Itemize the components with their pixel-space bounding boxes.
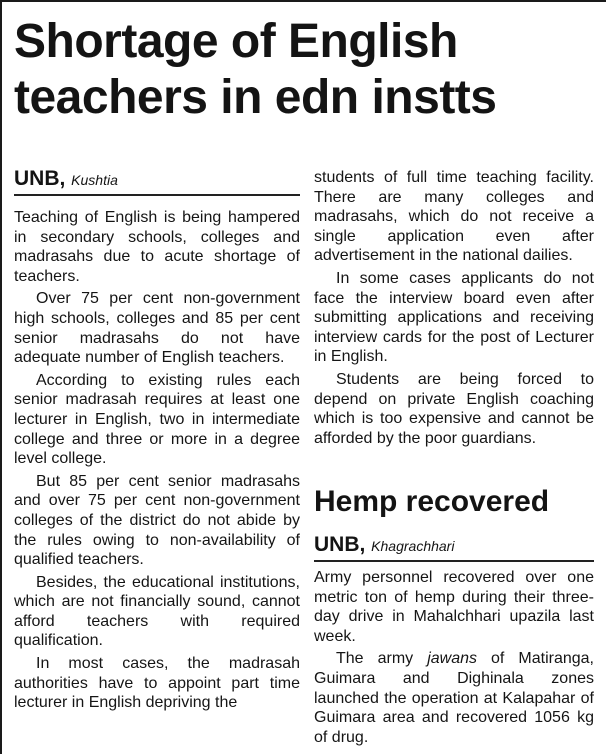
paragraph: In some cases applicants do not face the interview board even after submitting applications and receiving interview cards for the post of Lecturer in English. xyxy=(314,269,594,366)
article-headline: Shortage of English teachers in edn instts xyxy=(14,15,497,124)
paragraph: But 85 per cent senior madrasahs and over 75 per cent non-government colleges of the district do not abide by the rules owing to non-availability of qualified teachers. xyxy=(14,472,300,569)
byline-place: Kushtia xyxy=(71,172,118,188)
byline-agency: UNB xyxy=(14,167,60,190)
paragraph: Army personnel recovered over one metric ton of hemp during their three-day drive in Mahalchhari upazila last week. xyxy=(314,569,594,645)
article-column-2 xyxy=(314,168,594,451)
byline-2: UNB, Khagrachhari xyxy=(314,530,594,562)
paragraph: Over 75 per cent non-government high schools, colleges and 85 per cent senior madrasahs do not have adequate number of English teachers. xyxy=(14,290,300,367)
article-2-body xyxy=(314,568,594,750)
paragraph: students of full time teaching facility. There are many colleges and madrasahs, which do not receive a single application even after advertisement in the national dailies. xyxy=(314,169,594,265)
paragraph xyxy=(314,649,594,747)
text-span: of Matiranga, Guimara and Dighinala zones launched the operation at Kalapahar of Guimara area and recovered 1056 kg of drug. xyxy=(314,650,594,746)
paragraph: In most cases, the madrasah authorities have to appoint part time lecturer in English depriving the xyxy=(14,655,300,712)
paragraph: Besides, the educational institutions, which are not financially sound, cannot afford teachers with required qualification. xyxy=(14,573,300,650)
byline: UNB, Kushtia xyxy=(14,164,300,196)
italic-term: jawans xyxy=(427,650,477,668)
byline-agency: UNB xyxy=(314,533,360,556)
paragraph: Teaching of English is being hampered in secondary schools, colleges and madrasahs due to acute shortage of teachers. xyxy=(14,209,300,285)
paragraph: Students are being forced to depend on private English coaching which is too expensive and cannot be afforded by the poor guardians. xyxy=(314,370,594,447)
paragraph: According to existing rules each senior madrasah requires at least one lecturer in English, two in intermediate college and three or more in a degree level college. xyxy=(14,371,300,468)
article-column-1 xyxy=(14,208,300,716)
text-span: The army xyxy=(336,650,428,668)
article-2-headline: Hemp recovered xyxy=(314,485,550,518)
byline-place: Khagrachhari xyxy=(371,538,455,554)
